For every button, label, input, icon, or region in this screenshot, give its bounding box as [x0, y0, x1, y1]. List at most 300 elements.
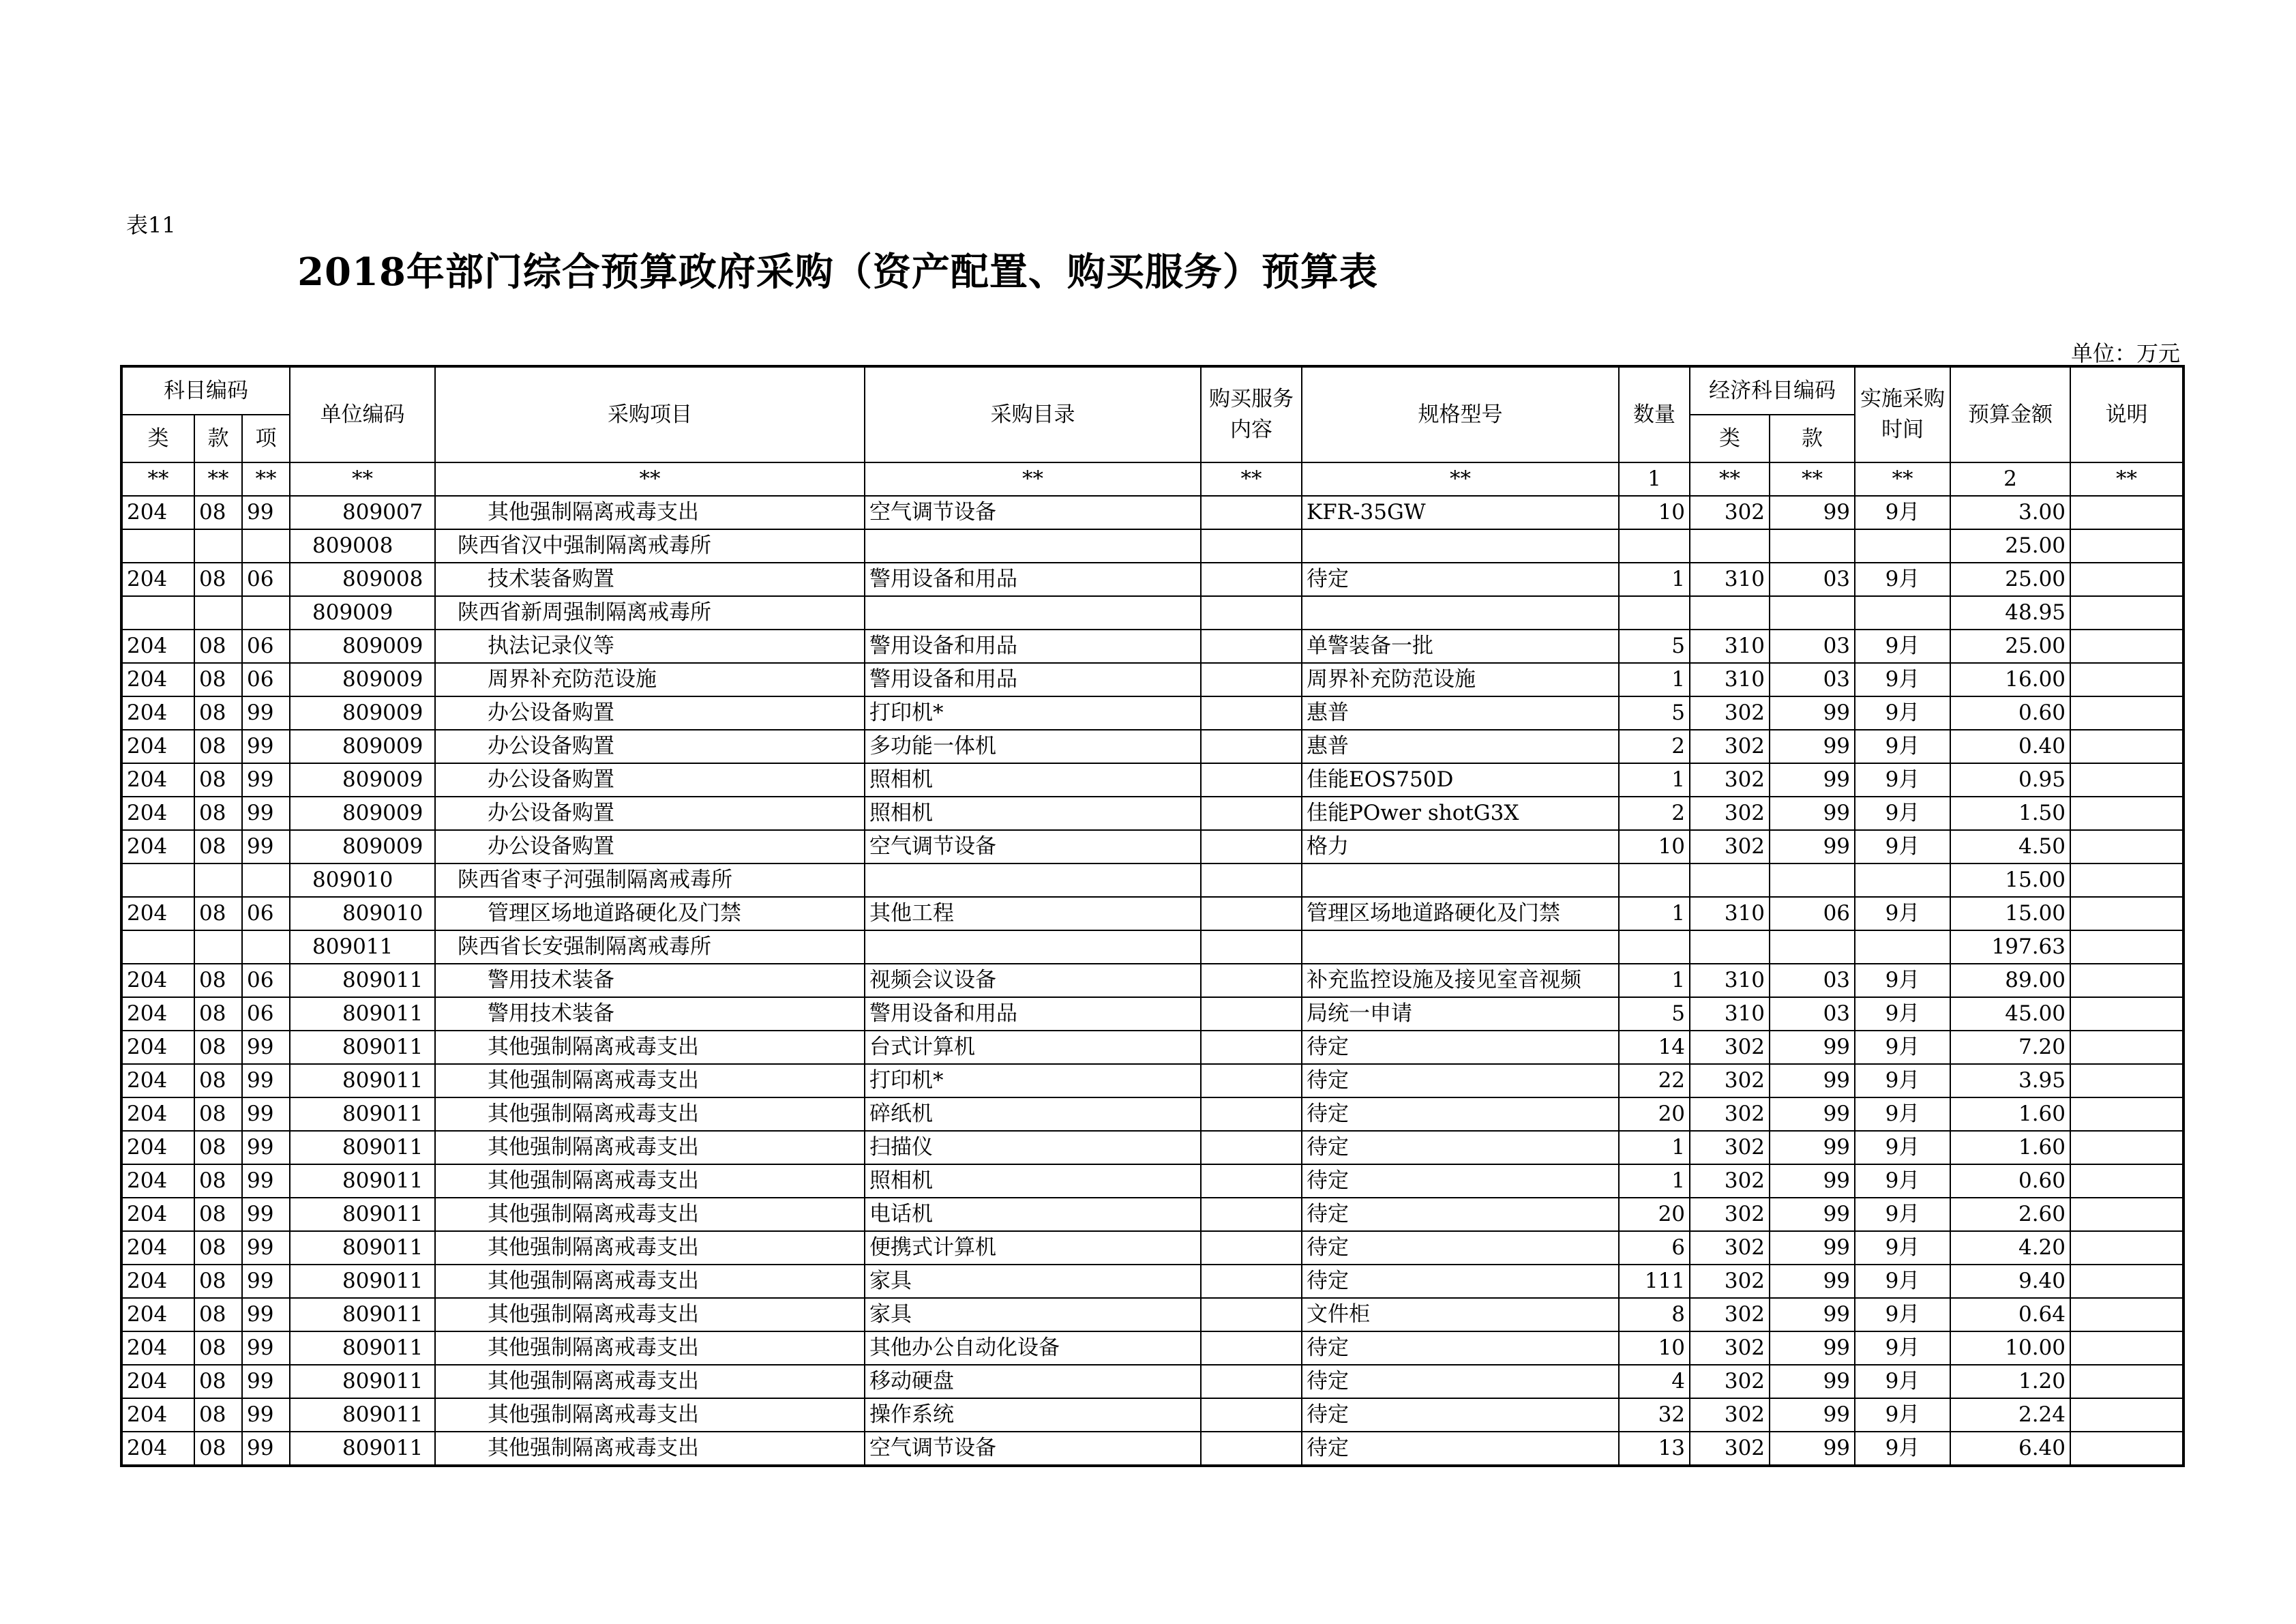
- cell-service: [1201, 997, 1302, 1031]
- cell-kuan: 08: [194, 1265, 242, 1298]
- cell-time: 9月: [1855, 997, 1950, 1031]
- cell-project: 其他强制隔离戒毒支出: [435, 1064, 865, 1097]
- cell-time: 9月: [1855, 496, 1950, 529]
- cell-econ-kuan: [1770, 529, 1855, 563]
- cell-amount: 0.64: [1950, 1298, 2070, 1331]
- cell-econ-lei: 310: [1690, 897, 1770, 930]
- table-row: [121, 1365, 2183, 1398]
- cell-time: 9月: [1855, 1298, 1950, 1331]
- cell-lei: 204: [121, 1298, 194, 1331]
- cell-amount: 15.00: [1950, 897, 2070, 930]
- cell-qty: 22: [1619, 1064, 1690, 1097]
- cell-time: 9月: [1855, 1398, 1950, 1432]
- cell-unit-code: 809009: [290, 730, 435, 763]
- cell-note: [2070, 964, 2183, 997]
- cell-qty: 5: [1619, 696, 1690, 730]
- cell-kuan: 08: [194, 1097, 242, 1131]
- cell-lei: 204: [121, 897, 194, 930]
- cell-time: 9月: [1855, 1031, 1950, 1064]
- cell-amount: 89.00: [1950, 964, 2070, 997]
- cell-amount: 0.60: [1950, 1164, 2070, 1198]
- cell-time: 9月: [1855, 1331, 1950, 1365]
- cell-note: [2070, 1097, 2183, 1131]
- cell-qty: 10: [1619, 496, 1690, 529]
- cell-note: [2070, 1265, 2183, 1298]
- cell-econ-lei: 302: [1690, 797, 1770, 830]
- cell-amount: 3.95: [1950, 1064, 2070, 1097]
- cell-spec: 待定: [1302, 1031, 1619, 1064]
- cell-xiang: 99: [242, 763, 290, 797]
- cell-qty: 111: [1619, 1265, 1690, 1298]
- header-amount: 预算金额: [1950, 366, 2070, 462]
- cell-note: [2070, 529, 2183, 563]
- cell-econ-lei: 302: [1690, 1198, 1770, 1231]
- cell-project: 其他强制隔离戒毒支出: [435, 1131, 865, 1164]
- cell-kuan: 08: [194, 1031, 242, 1064]
- cell-qty: 1: [1619, 1164, 1690, 1198]
- cell-kuan: 08: [194, 997, 242, 1031]
- budget-table: [120, 365, 2185, 1467]
- cell-spec: [1302, 863, 1619, 897]
- cell-qty: 20: [1619, 1097, 1690, 1131]
- cell-qty: [1619, 529, 1690, 563]
- cell-econ-kuan: 06: [1770, 897, 1855, 930]
- cell-qty: 4: [1619, 1365, 1690, 1398]
- cell-econ-kuan: 03: [1770, 563, 1855, 596]
- cell-lei: 204: [121, 1064, 194, 1097]
- cell-amount: 0.40: [1950, 730, 2070, 763]
- cell-kuan: 08: [194, 1298, 242, 1331]
- cell-xiang: [242, 529, 290, 563]
- cell-amount: 1.60: [1950, 1097, 2070, 1131]
- cell-project: 陕西省长安强制隔离戒毒所: [435, 930, 865, 964]
- cell-amount: 0.60: [1950, 696, 2070, 730]
- cell-amount: 45.00: [1950, 997, 2070, 1031]
- cell-lei: [121, 529, 194, 563]
- cell-note: [2070, 596, 2183, 630]
- cell-lei: 204: [121, 997, 194, 1031]
- marker-cell: **: [1770, 462, 1855, 496]
- cell-project: 办公设备购置: [435, 696, 865, 730]
- marker-cell: **: [242, 462, 290, 496]
- marker-row: [121, 462, 2183, 496]
- cell-service: [1201, 1131, 1302, 1164]
- cell-service: [1201, 696, 1302, 730]
- cell-unit-code: 809011: [290, 1331, 435, 1365]
- cell-econ-kuan: 99: [1770, 830, 1855, 863]
- cell-service: [1201, 797, 1302, 830]
- cell-catalog: 移动硬盘: [865, 1365, 1201, 1398]
- cell-time: 9月: [1855, 1198, 1950, 1231]
- cell-catalog: 视频会议设备: [865, 964, 1201, 997]
- header-lei: 类: [121, 415, 194, 462]
- cell-kuan: 08: [194, 1198, 242, 1231]
- cell-econ-kuan: 99: [1770, 797, 1855, 830]
- cell-qty: [1619, 930, 1690, 964]
- cell-kuan: 08: [194, 1398, 242, 1432]
- cell-amount: 3.00: [1950, 496, 2070, 529]
- cell-xiang: 99: [242, 496, 290, 529]
- cell-note: [2070, 1064, 2183, 1097]
- cell-xiang: 99: [242, 1398, 290, 1432]
- cell-spec: KFR-35GW: [1302, 496, 1619, 529]
- cell-econ-kuan: 03: [1770, 964, 1855, 997]
- cell-econ-kuan: 99: [1770, 1365, 1855, 1398]
- cell-service: [1201, 763, 1302, 797]
- cell-unit-code: 809011: [290, 1131, 435, 1164]
- cell-qty: 1: [1619, 897, 1690, 930]
- cell-qty: 1: [1619, 763, 1690, 797]
- cell-econ-kuan: 99: [1770, 730, 1855, 763]
- cell-note: [2070, 1331, 2183, 1365]
- cell-econ-lei: 302: [1690, 1298, 1770, 1331]
- cell-catalog: 照相机: [865, 763, 1201, 797]
- cell-lei: [121, 863, 194, 897]
- cell-xiang: [242, 930, 290, 964]
- cell-spec: 待定: [1302, 1331, 1619, 1365]
- cell-qty: 10: [1619, 1331, 1690, 1365]
- cell-amount: 0.95: [1950, 763, 2070, 797]
- cell-time: 9月: [1855, 830, 1950, 863]
- cell-econ-lei: 302: [1690, 1164, 1770, 1198]
- cell-catalog: 其他工程: [865, 897, 1201, 930]
- cell-note: [2070, 897, 2183, 930]
- cell-spec: 惠普: [1302, 730, 1619, 763]
- cell-lei: 204: [121, 696, 194, 730]
- cell-spec: 待定: [1302, 1398, 1619, 1432]
- cell-econ-lei: 302: [1690, 1031, 1770, 1064]
- cell-unit-code: 809009: [290, 596, 435, 630]
- cell-service: [1201, 663, 1302, 696]
- cell-qty: 1: [1619, 964, 1690, 997]
- cell-project: 办公设备购置: [435, 797, 865, 830]
- cell-service: [1201, 964, 1302, 997]
- cell-spec: [1302, 930, 1619, 964]
- cell-project: 陕西省汉中强制隔离戒毒所: [435, 529, 865, 563]
- cell-lei: 204: [121, 1198, 194, 1231]
- cell-catalog: 多功能一体机: [865, 730, 1201, 763]
- cell-service: [1201, 1432, 1302, 1466]
- cell-amount: 4.50: [1950, 830, 2070, 863]
- cell-catalog: 警用设备和用品: [865, 997, 1201, 1031]
- cell-project: 其他强制隔离戒毒支出: [435, 1231, 865, 1265]
- cell-unit-code: 809009: [290, 630, 435, 663]
- cell-lei: [121, 596, 194, 630]
- cell-service: [1201, 1365, 1302, 1398]
- cell-qty: 1: [1619, 563, 1690, 596]
- cell-spec: 格力: [1302, 830, 1619, 863]
- cell-amount: 15.00: [1950, 863, 2070, 897]
- cell-qty: 6: [1619, 1231, 1690, 1265]
- cell-econ-lei: 302: [1690, 1398, 1770, 1432]
- cell-note: [2070, 1198, 2183, 1231]
- cell-service: [1201, 863, 1302, 897]
- cell-unit-code: 809011: [290, 930, 435, 964]
- cell-time: [1855, 863, 1950, 897]
- cell-service: [1201, 897, 1302, 930]
- table-row: [121, 1031, 2183, 1064]
- cell-time: 9月: [1855, 1231, 1950, 1265]
- marker-cell: **: [865, 462, 1201, 496]
- cell-time: 9月: [1855, 563, 1950, 596]
- cell-note: [2070, 1298, 2183, 1331]
- cell-amount: 10.00: [1950, 1331, 2070, 1365]
- cell-project: 警用技术装备: [435, 964, 865, 997]
- cell-note: [2070, 830, 2183, 863]
- header-subject-code: 科目编码: [121, 366, 290, 415]
- cell-xiang: 99: [242, 1432, 290, 1466]
- cell-econ-kuan: 99: [1770, 1298, 1855, 1331]
- cell-unit-code: 809011: [290, 1164, 435, 1198]
- cell-econ-lei: 310: [1690, 630, 1770, 663]
- cell-unit-code: 809011: [290, 1031, 435, 1064]
- cell-spec: 惠普: [1302, 696, 1619, 730]
- cell-xiang: 99: [242, 1031, 290, 1064]
- cell-note: [2070, 930, 2183, 964]
- cell-service: [1201, 496, 1302, 529]
- marker-cell: **: [435, 462, 865, 496]
- cell-catalog: [865, 529, 1201, 563]
- cell-econ-lei: 310: [1690, 964, 1770, 997]
- table-row: [121, 1231, 2183, 1265]
- cell-catalog: 警用设备和用品: [865, 630, 1201, 663]
- cell-kuan: 08: [194, 1064, 242, 1097]
- cell-econ-lei: 310: [1690, 563, 1770, 596]
- cell-qty: 10: [1619, 830, 1690, 863]
- cell-time: 9月: [1855, 1164, 1950, 1198]
- cell-note: [2070, 1432, 2183, 1466]
- cell-service: [1201, 1031, 1302, 1064]
- cell-catalog: 打印机*: [865, 1064, 1201, 1097]
- cell-lei: 204: [121, 1097, 194, 1131]
- marker-cell: **: [290, 462, 435, 496]
- cell-time: [1855, 930, 1950, 964]
- unit-subtotal-row: [121, 863, 2183, 897]
- cell-xiang: 99: [242, 1298, 290, 1331]
- cell-econ-kuan: 99: [1770, 696, 1855, 730]
- cell-project: 办公设备购置: [435, 830, 865, 863]
- cell-amount: 6.40: [1950, 1432, 2070, 1466]
- table-row: [121, 696, 2183, 730]
- cell-amount: 1.20: [1950, 1365, 2070, 1398]
- cell-qty: 2: [1619, 797, 1690, 830]
- cell-service: [1201, 630, 1302, 663]
- cell-note: [2070, 496, 2183, 529]
- cell-amount: 4.20: [1950, 1231, 2070, 1265]
- cell-qty: 1: [1619, 1131, 1690, 1164]
- marker-cell: **: [194, 462, 242, 496]
- cell-kuan: 08: [194, 830, 242, 863]
- cell-spec: 文件柜: [1302, 1298, 1619, 1331]
- cell-kuan: 08: [194, 1365, 242, 1398]
- cell-time: 9月: [1855, 663, 1950, 696]
- cell-project: 管理区场地道路硬化及门禁: [435, 897, 865, 930]
- cell-econ-lei: 302: [1690, 1365, 1770, 1398]
- cell-unit-code: 809010: [290, 897, 435, 930]
- table-row: [121, 1432, 2183, 1466]
- cell-lei: 204: [121, 1398, 194, 1432]
- cell-unit-code: 809008: [290, 563, 435, 596]
- table-row: [121, 730, 2183, 763]
- cell-unit-code: 809011: [290, 1231, 435, 1265]
- cell-service: [1201, 1331, 1302, 1365]
- cell-catalog: 扫描仪: [865, 1131, 1201, 1164]
- cell-project: 其他强制隔离戒毒支出: [435, 1031, 865, 1064]
- cell-qty: [1619, 863, 1690, 897]
- unit-subtotal-row: [121, 930, 2183, 964]
- cell-lei: 204: [121, 1031, 194, 1064]
- cell-kuan: 08: [194, 1331, 242, 1365]
- cell-note: [2070, 863, 2183, 897]
- cell-kuan: 08: [194, 1164, 242, 1198]
- header-unit-code: 单位编码: [290, 366, 435, 462]
- cell-unit-code: 809011: [290, 1398, 435, 1432]
- cell-time: [1855, 596, 1950, 630]
- cell-amount: 16.00: [1950, 663, 2070, 696]
- table-row: [121, 1064, 2183, 1097]
- cell-catalog: 操作系统: [865, 1398, 1201, 1432]
- cell-xiang: 06: [242, 897, 290, 930]
- cell-spec: 待定: [1302, 1064, 1619, 1097]
- cell-unit-code: 809011: [290, 1097, 435, 1131]
- cell-service: [1201, 1097, 1302, 1131]
- marker-cell: 1: [1619, 462, 1690, 496]
- cell-time: 9月: [1855, 1131, 1950, 1164]
- cell-time: 9月: [1855, 797, 1950, 830]
- header-note: 说明: [2070, 366, 2183, 462]
- cell-lei: 204: [121, 1265, 194, 1298]
- cell-unit-code: 809010: [290, 863, 435, 897]
- header-econ-code: 经济科目编码: [1690, 366, 1855, 415]
- cell-project: 其他强制隔离戒毒支出: [435, 1097, 865, 1131]
- cell-amount: 2.60: [1950, 1198, 2070, 1231]
- cell-time: 9月: [1855, 1064, 1950, 1097]
- marker-cell: **: [2070, 462, 2183, 496]
- cell-amount: 1.50: [1950, 797, 2070, 830]
- cell-time: [1855, 529, 1950, 563]
- cell-catalog: 警用设备和用品: [865, 563, 1201, 596]
- cell-lei: 204: [121, 663, 194, 696]
- cell-econ-lei: 310: [1690, 663, 1770, 696]
- cell-xiang: 06: [242, 663, 290, 696]
- cell-lei: 204: [121, 1331, 194, 1365]
- cell-catalog: 空气调节设备: [865, 1432, 1201, 1466]
- cell-service: [1201, 1064, 1302, 1097]
- cell-econ-kuan: [1770, 930, 1855, 964]
- cell-kuan: 08: [194, 730, 242, 763]
- cell-kuan: 08: [194, 496, 242, 529]
- cell-catalog: 台式计算机: [865, 1031, 1201, 1064]
- cell-econ-lei: 302: [1690, 496, 1770, 529]
- header-econ-kuan: 款: [1770, 415, 1855, 462]
- header-spec: 规格型号: [1302, 366, 1619, 462]
- cell-lei: 204: [121, 630, 194, 663]
- cell-econ-kuan: 99: [1770, 1231, 1855, 1265]
- cell-project: 警用技术装备: [435, 997, 865, 1031]
- cell-xiang: 99: [242, 830, 290, 863]
- cell-project: 其他强制隔离戒毒支出: [435, 1432, 865, 1466]
- cell-catalog: 打印机*: [865, 696, 1201, 730]
- cell-catalog: 碎纸机: [865, 1097, 1201, 1131]
- cell-econ-kuan: 99: [1770, 763, 1855, 797]
- table-row: [121, 1398, 2183, 1432]
- cell-project: 办公设备购置: [435, 763, 865, 797]
- cell-econ-kuan: 99: [1770, 1398, 1855, 1432]
- cell-unit-code: 809011: [290, 1432, 435, 1466]
- cell-project: 执法记录仪等: [435, 630, 865, 663]
- cell-econ-kuan: 99: [1770, 1265, 1855, 1298]
- cell-xiang: 99: [242, 1365, 290, 1398]
- cell-econ-kuan: 99: [1770, 496, 1855, 529]
- cell-spec: 补充监控设施及接见室音视频: [1302, 964, 1619, 997]
- cell-unit-code: 809009: [290, 763, 435, 797]
- cell-econ-lei: 302: [1690, 1331, 1770, 1365]
- cell-kuan: [194, 596, 242, 630]
- cell-amount: 7.20: [1950, 1031, 2070, 1064]
- cell-xiang: 06: [242, 563, 290, 596]
- cell-kuan: 08: [194, 1432, 242, 1466]
- cell-amount: 9.40: [1950, 1265, 2070, 1298]
- page-title: 2018年部门综合预算政府采购（资产配置、购买服务）预算表: [297, 250, 1378, 295]
- cell-kuan: 08: [194, 663, 242, 696]
- cell-catalog: 便携式计算机: [865, 1231, 1201, 1265]
- cell-project: 周界补充防范设施: [435, 663, 865, 696]
- cell-econ-kuan: 99: [1770, 1432, 1855, 1466]
- cell-catalog: 家具: [865, 1298, 1201, 1331]
- cell-xiang: 99: [242, 1331, 290, 1365]
- cell-qty: 2: [1619, 730, 1690, 763]
- cell-catalog: 其他办公自动化设备: [865, 1331, 1201, 1365]
- cell-econ-kuan: 03: [1770, 630, 1855, 663]
- cell-xiang: 99: [242, 797, 290, 830]
- table-row: [121, 1298, 2183, 1331]
- cell-unit-code: 809009: [290, 830, 435, 863]
- cell-kuan: 08: [194, 630, 242, 663]
- cell-service: [1201, 1231, 1302, 1265]
- cell-qty: 32: [1619, 1398, 1690, 1432]
- cell-time: 9月: [1855, 730, 1950, 763]
- cell-kuan: [194, 529, 242, 563]
- cell-amount: 48.95: [1950, 596, 2070, 630]
- cell-kuan: 08: [194, 696, 242, 730]
- cell-project: 陕西省枣子河强制隔离戒毒所: [435, 863, 865, 897]
- cell-note: [2070, 1231, 2183, 1265]
- cell-note: [2070, 1031, 2183, 1064]
- cell-service: [1201, 563, 1302, 596]
- header-service: 购买服务内容: [1201, 366, 1302, 462]
- table-number: 表11: [126, 212, 176, 238]
- cell-time: 9月: [1855, 1365, 1950, 1398]
- cell-kuan: 08: [194, 763, 242, 797]
- header-econ-lei: 类: [1690, 415, 1770, 462]
- cell-catalog: 电话机: [865, 1198, 1201, 1231]
- cell-unit-code: 809009: [290, 696, 435, 730]
- cell-lei: 204: [121, 1164, 194, 1198]
- cell-catalog: [865, 863, 1201, 897]
- cell-note: [2070, 797, 2183, 830]
- header-xiang: 项: [242, 415, 290, 462]
- cell-xiang: 06: [242, 964, 290, 997]
- marker-cell: **: [1201, 462, 1302, 496]
- cell-spec: 佳能EOS750D: [1302, 763, 1619, 797]
- table-row: [121, 964, 2183, 997]
- cell-service: [1201, 730, 1302, 763]
- cell-project: 其他强制隔离戒毒支出: [435, 1398, 865, 1432]
- cell-lei: 204: [121, 763, 194, 797]
- cell-project: 办公设备购置: [435, 730, 865, 763]
- cell-econ-kuan: [1770, 863, 1855, 897]
- cell-project: 其他强制隔离戒毒支出: [435, 1164, 865, 1198]
